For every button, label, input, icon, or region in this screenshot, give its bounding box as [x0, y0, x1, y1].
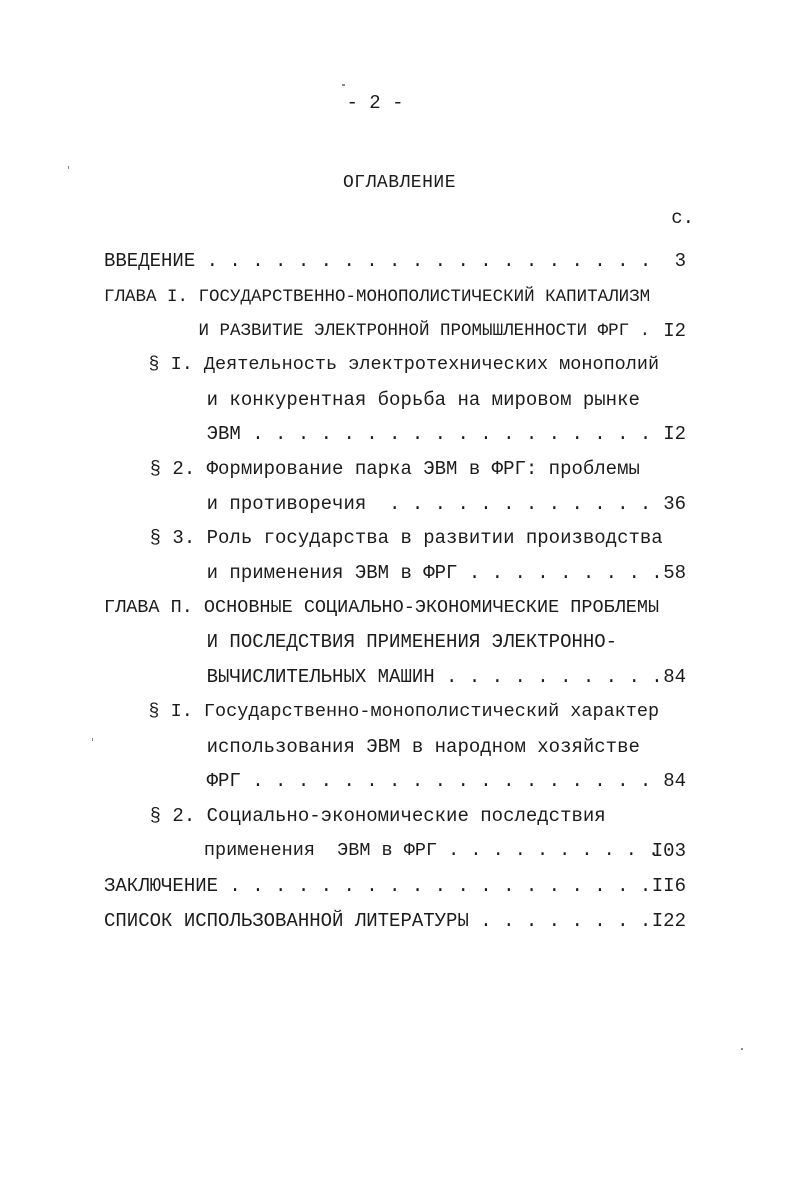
toc-entry-text: § I. Государственно-монополистический характер [104, 701, 660, 722]
toc-entry-text: ЗАКЛЮЧЕНИЕ . . . . . . . . . . . . . . . . . . . [104, 875, 652, 897]
toc-entry-text: И ПОСЛЕДСТВИЯ ПРИМЕНЕНИЯ ЭЛЕКТРОННО- [104, 631, 618, 653]
page-column-label: с. [671, 207, 694, 229]
toc-entry-text: ВЫЧИСЛИТЕЛЬНЫХ МАШИН . . . . . . . . . . [104, 666, 663, 688]
toc-entry-text: и конкурентная борьба на мировом рынке [104, 389, 640, 411]
scan-speck [741, 1048, 743, 1050]
toc-entry-page: I2 [663, 423, 686, 445]
toc-entry-page: 84 [663, 666, 686, 688]
toc-entry-text: ГЛАВА I. ГОСУДАРСТВЕННО-МОНОПОЛИСТИЧЕСКИЙ КАПИТАЛИЗМ [104, 287, 651, 307]
toc-entry-text: § 2. Социально-экономические последствия [104, 805, 606, 827]
toc-entry-text: ВВЕДЕНИЕ . . . . . . . . . . . . . . . . . . . . [104, 250, 652, 272]
toc-entry-text: § 2. Формирование парка ЭВМ в ФРГ: проблемы [104, 458, 640, 480]
toc-entry-page: 84 [663, 770, 686, 792]
page-number: - 2 - [346, 92, 404, 114]
scan-speck [68, 166, 69, 169]
toc-entry-text: и противоречия . . . . . . . . . . . . [104, 493, 652, 515]
toc-entry-page: I2 [663, 320, 686, 342]
toc-entry-page: 36 [663, 493, 686, 515]
scan-speck [92, 738, 93, 741]
toc-entry-text: ГЛАВА П. ОСНОВНЫЕ СОЦИАЛЬНО-ЭКОНОМИЧЕСКИЕ ПРОБЛЕМЫ [104, 597, 660, 618]
toc-entry-text: § 3. Роль государства в развитии производства [104, 527, 663, 549]
scan-speck [342, 84, 345, 86]
toc-entry-text: § I. Деятельность электротехнических монополий [104, 354, 660, 375]
toc-entry-text: ЭВМ . . . . . . . . . . . . . . . . . . [104, 423, 652, 445]
toc-entry-page: 3 [674, 250, 686, 272]
toc-entry-text: использования ЭВМ в народном хозяйстве [104, 736, 640, 758]
toc-entry-page: I03 [651, 840, 686, 862]
page-title: ОГЛАВЛЕНИЕ [342, 173, 457, 193]
toc-entry-page: 58 [663, 562, 686, 584]
toc-entry-page: II6 [651, 875, 686, 897]
toc-entry-page: I22 [651, 910, 686, 932]
toc-entry-text: применения ЭВМ в ФРГ . . . . . . . . . . [104, 840, 660, 861]
toc-entry-text: И РАЗВИТИЕ ЭЛЕКТРОННОЙ ПРОМЫШЛЕННОСТИ ФРГ . [104, 321, 651, 341]
toc-entry-text: ФРГ . . . . . . . . . . . . . . . . . . [104, 770, 652, 792]
toc-entry-text: и применения ЭВМ в ФРГ . . . . . . . . . [104, 562, 663, 584]
toc-entry-text: СПИСОК ИСПОЛЬЗОВАННОЙ ЛИТЕРАТУРЫ . . . . . . . . [104, 910, 652, 932]
